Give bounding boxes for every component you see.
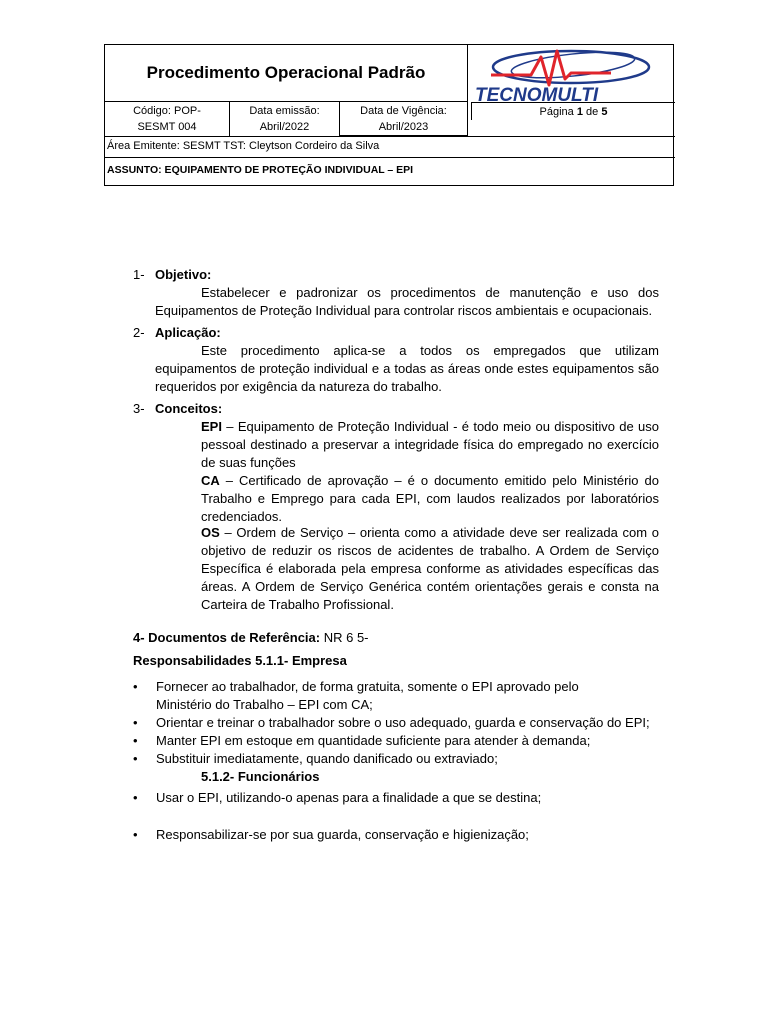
func-title: 5.1.2- Funcionários	[201, 769, 320, 784]
bullet-icon: •	[133, 827, 138, 842]
document-title: Procedimento Operacional Padrão	[105, 45, 468, 102]
list-item	[133, 750, 673, 768]
section-3-title: Conceitos:	[155, 401, 223, 416]
header-table	[104, 44, 674, 186]
bullet-icon: •	[133, 751, 138, 766]
pagina-total: 5	[601, 106, 608, 118]
concept-os-def: – Ordem de Serviço – orienta como a atividade deve ser realizada com o objetivo de reduzir os riscos de acidentes de trabalho. A Ordem de Serviço Específica é elaborada pela empresa conforme as atividades específicas das áreas. A Ordem de Serviço Genérica contém orientações gerais e consta na Carteira de Trabalho Profissional.	[201, 525, 659, 612]
area-emitente: Área Emitente: SESMT TST: Cleytson Cordeiro da Silva	[105, 136, 675, 158]
concept-ca-def: – Certificado de aprovação – é o documento emitido pelo Ministério do Trabalho e Emprego para cada EPI, com laudos realizados por laboratórios credenciados.	[201, 473, 659, 524]
bullet-icon: •	[133, 715, 138, 730]
list-item	[133, 826, 673, 844]
list-item	[133, 678, 673, 714]
section-2-title: Aplicação:	[155, 325, 221, 340]
list-item-text: Substituir imediatamente, quando danificado ou extraviado;	[156, 751, 498, 766]
list-item-text: Manter EPI em estoque em quantidade suficiente para atender à demanda;	[156, 733, 591, 748]
list-item-text: Responsabilizar-se por sua guarda, conservação e higienização;	[156, 827, 529, 842]
concept-epi-term: EPI	[201, 419, 222, 434]
codigo-cell	[105, 102, 230, 136]
concept-os	[201, 524, 659, 614]
list-item	[133, 714, 673, 732]
company-logo	[471, 45, 675, 102]
section-1-number: 1-	[133, 267, 145, 282]
list-item-text: Usar o EPI, utilizando-o apenas para a finalidade a que se destina;	[156, 790, 542, 805]
section-4	[133, 629, 369, 647]
logo-text: TECNOMULTI	[475, 85, 599, 102]
concept-ca	[201, 472, 659, 526]
bullet-icon: •	[133, 790, 138, 805]
emissao-value: Abril/2022	[259, 121, 310, 133]
vigencia-cell	[340, 102, 468, 136]
section-2-number: 2-	[133, 325, 145, 340]
vigencia-value: Abril/2023	[378, 121, 429, 133]
bullet-icon: •	[133, 733, 138, 748]
section-4-label: 4- Documentos de Referência:	[133, 630, 321, 645]
pagina-mid: de	[586, 106, 599, 118]
codigo-value: SESMT 004	[137, 121, 197, 133]
list-item-text-cont: Ministério do Trabalho – EPI com CA;	[156, 697, 373, 712]
list-item-text: Fornecer ao trabalhador, de forma gratuita, somente o EPI aprovado pelo	[156, 679, 579, 694]
concept-os-term: OS	[201, 525, 220, 540]
section-4-value: NR 6 5-	[320, 630, 369, 645]
list-item	[133, 732, 673, 750]
emissao-cell	[230, 102, 340, 136]
concept-epi	[201, 418, 659, 472]
pagina-prefix: Página	[539, 106, 574, 118]
section-1-title: Objetivo:	[155, 267, 212, 282]
concept-ca-term: CA	[201, 473, 220, 488]
section-2-text: Este procedimento aplica-se a todos os empregados que utilizam equipamentos de proteção individual e a todas as áreas onde estes equipamentos são requeridos por exigência da natureza do trabalho.	[155, 343, 659, 394]
pagina-num: 1	[576, 106, 583, 118]
section-5-title: Responsabilidades 5.1.1- Empresa	[133, 653, 347, 668]
bullet-icon: •	[133, 679, 138, 694]
list-item	[133, 789, 673, 807]
pagina-cell	[471, 102, 675, 120]
codigo-label: Código: POP-	[133, 105, 201, 117]
vigencia-label: Data de Vigência:	[360, 105, 447, 117]
logo-graphic	[471, 45, 675, 102]
section-1-text: Estabelecer e padronizar os procedimentos de manutenção e uso dos Equipamentos de Proteção Individual para controlar riscos ambientais e ocupacionais.	[155, 285, 659, 318]
emissao-label: Data emissão:	[249, 105, 320, 117]
concept-epi-def: – Equipamento de Proteção Individual - é todo meio ou dispositivo de uso pessoal destinado a preservar a integridade física do empregado no exercício de suas funções	[201, 419, 659, 470]
section-3-number: 3-	[133, 401, 145, 416]
assunto: ASSUNTO: EQUIPAMENTO DE PROTEÇÃO INDIVIDUAL – EPI	[107, 164, 414, 176]
list-item-text: Orientar e treinar o trabalhador sobre o uso adequado, guarda e conservação do EPI;	[156, 715, 650, 730]
